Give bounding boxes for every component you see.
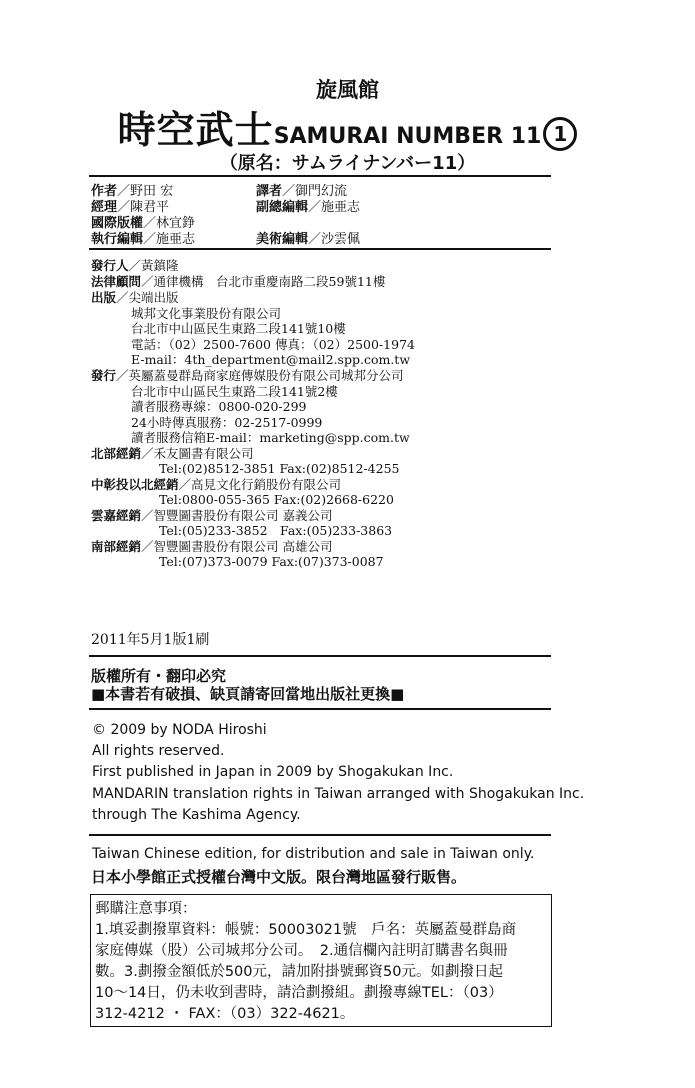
south-contact: Tel:(07)373-0079 Fax:(07)373-0087 (159, 554, 384, 569)
publishing-detail: 台北市中山區民生東路二段141號10樓 (131, 321, 346, 336)
copyright-line: First published in Japan in 2009 by Shogakukan Inc. (92, 764, 454, 780)
rights-reserved: 版權所有・翻印必究 (91, 667, 227, 685)
notice-heading: 郵購注意事項： (95, 901, 197, 917)
distribution-email: 讀者服務信箱E-mail：marketing@spp.com.tw (131, 430, 410, 445)
divider-top (89, 175, 551, 177)
credit-manager: 經理／陳君平 (91, 200, 170, 215)
divider-middle (89, 248, 551, 250)
yunchia-distributor: 雲嘉經銷／智豐圖書股份有限公司 嘉義公司 (91, 508, 333, 523)
distribution-detail: 24小時傳真服務：02-2517-0999 (131, 415, 323, 430)
copyright-line: All rights reserved. (92, 743, 225, 759)
yunchia-contact: Tel:(05)233-3852 Fax:(05)233-3863 (159, 523, 393, 538)
north-distributor: 北部經銷／禾友圖書有限公司 (91, 446, 254, 461)
notice-line: 10〜14日，仍未收到書時，請洽劃撥組。劃撥專線TEL：（03） (95, 985, 503, 1001)
copyright-line: through The Kashima Agency. (92, 807, 301, 823)
credit-deputy-editor: 副總編輯／施亜志 (256, 200, 361, 215)
issuer-line: 發行人／黃鎮隆 (91, 258, 179, 273)
title-chinese: 時空武士 (117, 107, 274, 152)
print-date: 2011年5月1版1刷 (91, 632, 210, 648)
volume-number: 1 (543, 117, 577, 151)
publishing-detail: 城邦文化事業股份有限公司 (131, 306, 282, 321)
publisher-name: 旋風館 (316, 78, 379, 102)
mail-order-notice (90, 894, 552, 1027)
copyright-line: © 2009 by NODA Hiroshi (92, 722, 267, 738)
legal-line: 法律顧問／通律機構 台北市重慶南路二段59號11樓 (91, 274, 386, 289)
publishing-line: 出版／尖端出版 (91, 290, 179, 305)
book-title (0, 99, 695, 154)
credit-intl-rights: 國際版權／林宜錚 (91, 216, 196, 231)
publishing-email: E-mail：4th_department@mail2.spp.com.tw (131, 352, 411, 367)
divider-edition (89, 834, 551, 836)
credit-translator: 譯者／御門幻流 (256, 184, 348, 199)
edition-english: Taiwan Chinese edition, for distribution and sale in Taiwan only. (92, 846, 535, 862)
distribution-detail: 台北市中山區民生東路二段141號2樓 (131, 384, 338, 399)
copyright-line: MANDARIN translation rights in Taiwan arranged with Shogakukan Inc. (92, 786, 585, 802)
notice-line: 家庭傳媒（股）公司城邦分公司。 2.通信欄內註明訂購書名與冊 (95, 943, 508, 959)
south-distributor: 南部經銷／智豐圖書股份有限公司 高雄公司 (91, 539, 333, 554)
credit-author: 作者／野田 宏 (91, 184, 174, 199)
credit-exec-editor: 執行編輯／施亜志 (91, 232, 196, 247)
damage-notice: ■本書若有破損、缺頁請寄回當地出版社更換■ (91, 685, 405, 703)
divider-rights (89, 655, 551, 657)
central-contact: Tel:0800-055-365 Fax:(02)2668-6220 (159, 492, 394, 507)
title-latin: SAMURAI NUMBER 11 (273, 124, 542, 149)
credit-art-editor: 美術編輯／沙雲佩 (256, 232, 361, 247)
distribution-detail: 讀者服務專線：0800-020-299 (131, 399, 307, 414)
edition-chinese: 日本小學館正式授權台灣中文版。限台灣地區發行販售。 (91, 868, 467, 886)
divider-copyright (89, 708, 551, 710)
original-title: （原名：サムライナンバー11） (219, 153, 476, 174)
notice-line: 數。3.劃撥金額低於500元，請加附掛號郵資50元。如劃撥日起 (95, 964, 503, 980)
north-contact: Tel:(02)8512-3851 Fax:(02)8512-4255 (159, 461, 400, 476)
central-distributor: 中彰投以北經銷／高見文化行銷股份有限公司 (91, 477, 342, 492)
notice-line: 312-4212 ・ FAX：（03）322-4621。 (95, 1006, 355, 1022)
notice-line: 1.填妥劃撥單資料：帳號：50003021號 戶名：英屬蓋曼群島商 (95, 922, 517, 938)
distribution-line: 發行／英屬蓋曼群島商家庭傳媒股份有限公司城邦分公司 (91, 368, 404, 383)
publishing-detail: 電話：（02）2500-7600 傳真：（02）2500-1974 (131, 337, 415, 352)
